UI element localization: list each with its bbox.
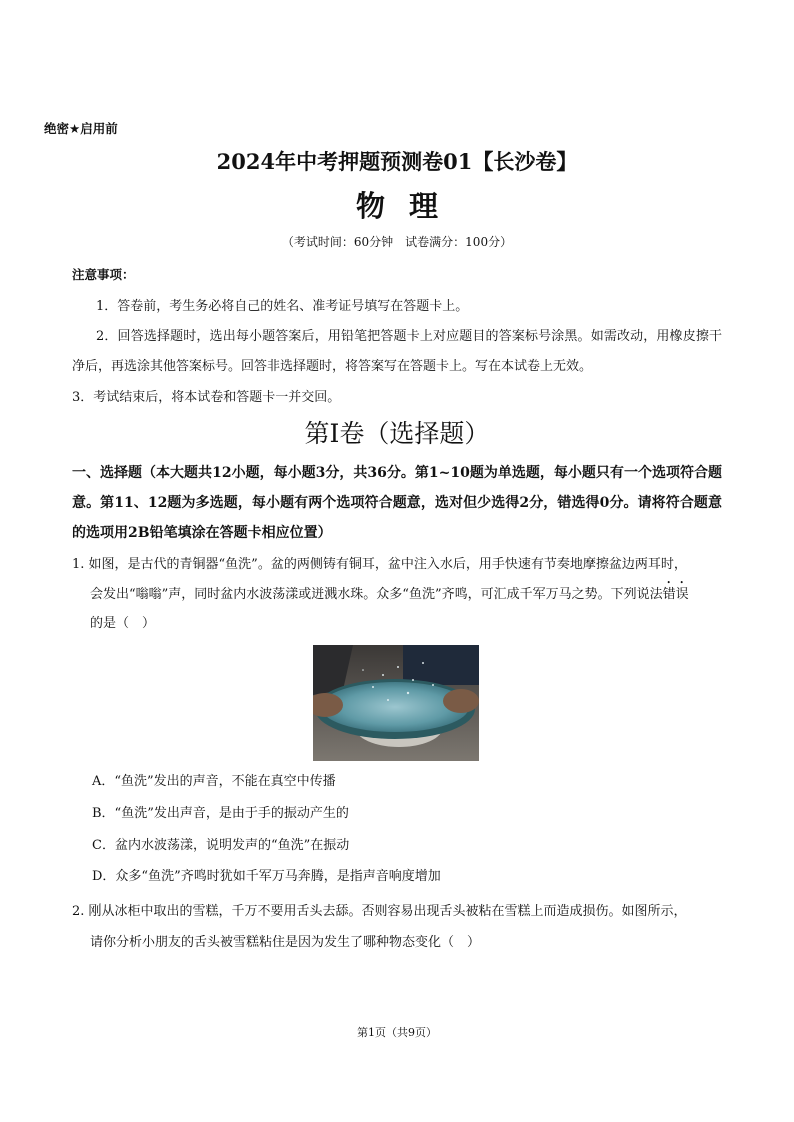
subject-title: 物理 [355,189,462,223]
question-1-line-3: 的是（ ） [90,616,156,631]
notice-item-1: 1．答卷前，考生务必将自己的姓名、准考证号填写在答题卡上。 [96,299,469,314]
emphasis-wrong: 错误 [662,587,689,602]
question-1-line-2 [72,579,724,609]
question-2-line-1: 2. 刚从冰柜中取出的雪糕，千万不要用舌头去舔。否则容易出现舌头被粘在雪糕上而造成损伤。如图所示， [72,904,687,919]
option-a: A．“鱼洗”发出的声音，不能在真空中传播 [92,774,336,789]
fish-basin-photo [313,645,479,761]
page-footer: 第1页（共9页） [357,1026,437,1039]
question-1 [72,550,724,638]
section-instructions: 一、选择题（本大题共12小题，每小题3分，共36分。第1~10题为单选题，每小题只有一个选项符合题意。第11、12题为多选题，每小题有两个选项符合题意，选对但少选得2分，错选得0分。请将符合题意的选项用2B铅笔填涂在答题卡相应位置） [72,465,722,541]
exam-title: 2024年中考押题预测卷01【长沙卷】 [216,149,578,174]
exam-info: （考试时间：60分钟 试卷满分：100分） [281,235,513,249]
question-1-text: 会发出“嗡嗡”声，同时盆内水波荡漾或迸溅水珠。众多“鱼洗”齐鸣，可汇成千军万马之势。下列说法 [90,587,663,602]
fish-basin-image [313,645,479,761]
question-2 [72,896,724,958]
notice-heading: 注意事项： [72,267,135,282]
part-title: 第Ⅰ卷（选择题） [304,419,490,448]
notice-item-3: 3．考试结束后，将本试卷和答题卡一并交回。 [72,390,341,405]
option-b: B．“鱼洗”发出声音，是由于手的振动产生的 [92,806,349,821]
question-2-line-2: 请你分析小朋友的舌头被雪糕粘住是因为发生了哪种物态变化（ ） [90,935,481,950]
question-1-line-1: 1. 如图，是古代的青铜器“鱼洗”。盆的两侧铸有铜耳，盆中注入水后，用手快速有节奏地摩擦盆边两耳时， [72,557,687,572]
notice-item-2: 2．回答选择题时，选出每小题答案后，用铅笔把答题卡上对应题目的答案标号涂黑。如需改动，用橡皮擦干净后，再选涂其他答案标号。回答非选择题时，将答案写在答题卡上。写在本试卷上无效。 [72,329,722,374]
option-d: D．众多“鱼洗”齐鸣时犹如千军万马奔腾，是指声音响度增加 [92,869,441,884]
confidential-label: 绝密★启用前 [44,121,118,136]
option-c: C．盆内水波荡漾，说明发声的“鱼洗”在振动 [92,838,350,853]
